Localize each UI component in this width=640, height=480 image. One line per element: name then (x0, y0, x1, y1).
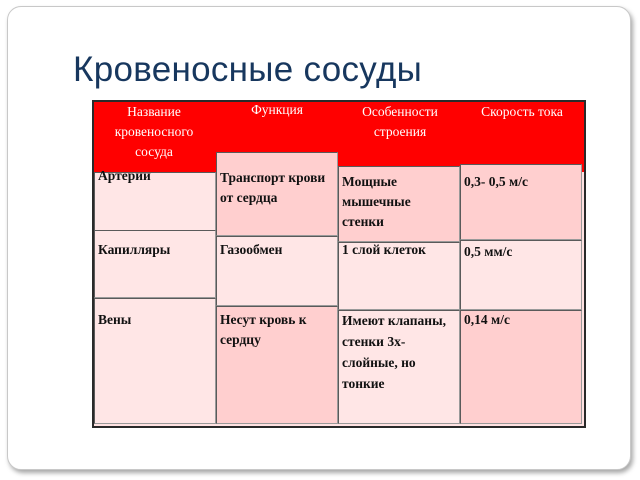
vessels-table (92, 100, 586, 428)
header-vessel-name: Название кровеносного сосуда (114, 104, 194, 159)
header-speed: Скорость тока (481, 104, 563, 119)
row-arteries-structure: Мощные мышечные стенки (342, 174, 411, 229)
header-function: Функция (251, 102, 303, 117)
row-arteries-function: Транспорт крови от сердца (220, 170, 326, 205)
header-structure: Особенности строения (362, 104, 438, 139)
row-capillaries-name: Капилляры (98, 242, 171, 257)
row-capillaries-function: Газообмен (220, 242, 283, 257)
row-capillaries-speed: 0,5 мм/с (464, 244, 513, 259)
slide-title: Кровеносные сосуды (73, 50, 423, 89)
row-arteries-speed: 0,3- 0,5 м/с (464, 174, 528, 189)
row-capillaries-structure: 1 слой клеток (342, 242, 426, 257)
row-arteries-name: Артерии (98, 168, 151, 183)
row-veins-function: Несут кровь к сердцу (220, 312, 307, 347)
row-veins-name: Вены (98, 312, 132, 327)
row-veins-speed: 0,14 м/с (464, 312, 510, 327)
row-veins-structure: Имеют клапаны, стенки 3х-слойные, но тонкие (342, 313, 446, 391)
